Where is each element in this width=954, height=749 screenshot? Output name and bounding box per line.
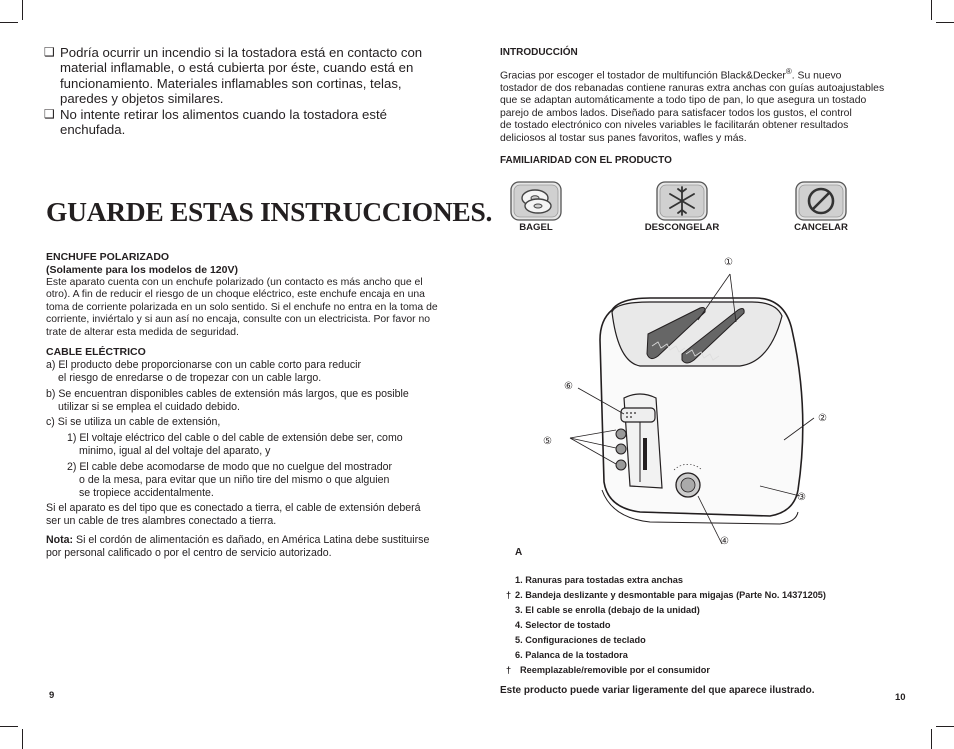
- cord-item-a: [46, 359, 466, 385]
- paragraph-line: minimo, igual al del voltaje del aparato, y: [79, 445, 271, 457]
- paragraph-line: Si el cordón de alimentación es dañado, en América Latina debe sustituirse: [73, 534, 430, 546]
- paragraph-line: Si el aparato es del tipo que es conectado a tierra, el cable de extensión deberá: [46, 502, 421, 514]
- bagel-icon: [510, 181, 562, 221]
- callout-6: ⑥: [564, 381, 573, 392]
- warning-item: [44, 107, 464, 138]
- checkbox-bullet: ❑: [44, 45, 55, 59]
- crop-mark: [936, 726, 954, 727]
- cord-heading: CABLE ELÉCTRICO: [46, 346, 146, 358]
- list-item: 1. Ranuras para tostadas extra anchas: [515, 575, 684, 585]
- warning-line: material inflamable, o está cubierta por éste, cuando está en: [60, 60, 414, 76]
- paragraph-line: toma de corriente polarizada en un solo sentido. Si el enchufe no entra en la toma de: [46, 301, 438, 313]
- paragraph-line: ser un cable de tres alambres conectado a tierra.: [46, 515, 277, 527]
- plug-paragraph: [46, 277, 466, 339]
- paragraph-line: corriente, inviértalo y si aun así no encaja, consulte con un electricista. Por favor no: [46, 314, 431, 326]
- crop-mark: [936, 22, 954, 23]
- cord-item-c2: [67, 461, 467, 500]
- paragraph-line: tostador de dos rebanadas contiene ranuras extra anchas con guías autoajustables: [500, 82, 885, 94]
- list-item: † 2. Bandeja deslizante y desmontable para migajas (Parte No. 14371205): [506, 590, 826, 600]
- button-label-defrost: DESCONGELAR: [644, 222, 720, 233]
- paragraph-line: 1) El voltaje eléctrico del cable o del cable de extensión debe ser, como: [67, 432, 403, 444]
- paragraph-line: Gracias por escoger el tostador de multifunción Black&Decker: [500, 70, 786, 82]
- paragraph-line: que se adaptan automáticamente a todo tipo de pan, lo que asegura un tostado: [500, 95, 867, 107]
- warning-line: No intente retirar los alimentos cuando la tostadora esté: [60, 107, 387, 122]
- save-instructions-title: GUARDE ESTAS INSTRUCCIONES.: [46, 196, 493, 227]
- list-item: 5. Configuraciones de teclado: [515, 635, 646, 645]
- note-label: Nota:: [46, 534, 74, 546]
- paragraph-line: trate de alterar esta medida de seguridad.: [46, 326, 239, 338]
- figure-label: A: [515, 547, 523, 558]
- paragraph-line: a) El producto debe proporcionarse con un cable corto para reducir: [46, 359, 362, 371]
- callout-2: ②: [818, 413, 827, 424]
- checkbox-bullet: ❑: [44, 107, 55, 121]
- paragraph-line: el riesgo de enredarse o de tropezar con un cable largo.: [58, 372, 322, 384]
- paragraph-line: b) Se encuentran disponibles cables de extensión más largos, que es posible: [46, 388, 409, 400]
- paragraph-line: Este aparato cuenta con un enchufe polarizado (un contacto es más ancho que el: [46, 277, 423, 288]
- intro-heading: INTRODUCCIÓN: [500, 47, 578, 58]
- disclaimer: Este producto puede variar ligeramente del que aparece ilustrado.: [500, 685, 815, 696]
- warning-item: [44, 45, 464, 106]
- ground-paragraph: [46, 502, 466, 528]
- paragraph-line: . Su nuevo: [791, 70, 842, 82]
- cord-item-b: [46, 388, 466, 414]
- plug-heading: ENCHUFE POLARIZADO: [46, 251, 170, 263]
- list-item: † Reemplazable/removible por el consumidor: [506, 665, 710, 675]
- crop-mark: [0, 726, 18, 727]
- cord-item-c1: [67, 432, 467, 458]
- toaster-illustration: [500, 250, 840, 550]
- paragraph-line: otro). A fin de reducir el riesgo de un choque eléctrico, este enchufe encaja en una: [46, 289, 425, 301]
- warning-line: enchufada.: [60, 122, 126, 138]
- familiar-heading: FAMILIARIDAD CON EL PRODUCTO: [500, 155, 672, 166]
- callout-4: ④: [720, 536, 729, 547]
- list-item: 6. Palanca de la tostadora: [515, 650, 628, 660]
- registered-mark: ®: [785, 67, 792, 76]
- plug-subheading: (Solamente para los modelos de 120V): [46, 264, 238, 276]
- warning-line: funcionamiento. Materiales inflamables son cortinas, telas,: [60, 75, 402, 91]
- crop-mark: [931, 729, 932, 749]
- warning-line: Podría ocurrir un incendio si la tostadora está en contacto con: [60, 45, 423, 60]
- snowflake-icon: [656, 181, 708, 221]
- callout-3: ③: [797, 492, 806, 503]
- button-label-cancel: CANCELAR: [794, 222, 848, 233]
- crop-mark: [22, 729, 23, 749]
- paragraph-line: deliciosos al tostar sus panes favoritos, wafles y más.: [500, 132, 747, 144]
- warning-line: paredes y objetos similares.: [60, 90, 224, 106]
- paragraph-line: por personal calificado o por el centro de servicio autorizado.: [46, 547, 332, 559]
- paragraph-line: parejo de ambos lados. Diseñado para satisfacer todos los gustos, el control: [500, 107, 852, 119]
- paragraph-line: de tostado electrónico con niveles variables le facilitarán obtener resultados: [500, 120, 849, 132]
- page-number-left: 9: [49, 690, 55, 701]
- page-number-right: 10: [895, 692, 906, 703]
- callout-5: ⑤: [543, 436, 552, 447]
- paragraph-line: 2) El cable debe acomodarse de modo que no cuelgue del mostrador: [67, 461, 393, 473]
- paragraph-line: o de la mesa, para evitar que un niño tire del mismo o que alguien: [79, 474, 390, 486]
- note-paragraph: [46, 534, 466, 560]
- callout-1: ①: [724, 257, 733, 268]
- paragraph-line: se tropiece accidentalmente.: [79, 487, 214, 499]
- list-item: 4. Selector de tostado: [515, 620, 611, 630]
- crop-mark: [0, 22, 18, 23]
- intro-paragraph: [500, 66, 920, 145]
- crop-mark: [931, 0, 932, 20]
- paragraph-line: utilizar si se emplea el cuidado debido.: [58, 401, 240, 413]
- cancel-icon: [795, 181, 847, 221]
- list-item: 3. El cable se enrolla (debajo de la unidad): [515, 605, 700, 615]
- crop-mark: [22, 0, 23, 20]
- button-label-bagel: BAGEL: [519, 222, 553, 233]
- cord-item-c: c) Si se utiliza un cable de extensión,: [46, 416, 221, 428]
